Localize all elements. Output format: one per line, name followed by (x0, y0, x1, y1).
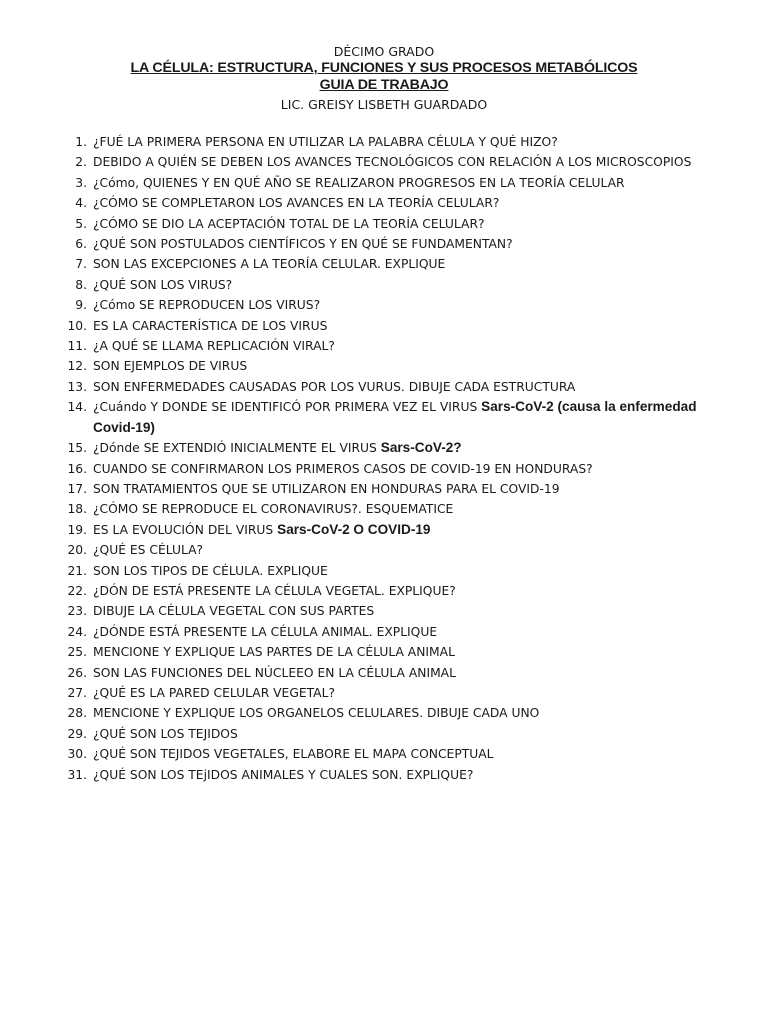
question-text: ¿QUÉ ES LA PARED CELULAR VEGETAL? (93, 685, 335, 700)
question-item (0, 132, 768, 152)
question-item (0, 193, 768, 213)
question-number: 27. (67, 685, 87, 700)
question-item (0, 683, 768, 703)
question-number: 17. (67, 481, 87, 496)
document-header (0, 43, 768, 115)
question-text: ¿QUÉ SON POSTULADOS CIENTÍFICOS Y EN QUÉ SE FUNDAMENTAN? (93, 237, 513, 252)
question-text: DEBIDO A QUIÉN SE DEBEN LOS AVANCES TECNOLÓGICOS CON RELACIÓN A LOS MICROSCOPIOS (93, 155, 692, 170)
question-text: ¿QUÉ SON LOS VIRUS? (93, 277, 233, 292)
question-text: SON LOS TIPOS DE CÉLULA. EXPLIQUE (93, 563, 328, 578)
document-title: LA CÉLULA: ESTRUCTURA, FUNCIONES Y SUS PROCESOS METABÓLICOS (130, 60, 638, 76)
question-number: 5. (75, 216, 87, 231)
question-text: MENCIONE Y EXPLIQUE LOS ORGANELOS CELULARES. DIBUJE CADA UNO (93, 706, 540, 721)
question-item (0, 744, 768, 764)
question-text: SON EJEMPLOS DE VIRUS (93, 359, 248, 374)
question-number: 23. (67, 604, 87, 619)
question-item (0, 336, 768, 356)
question-number: 29. (67, 726, 87, 741)
question-number: 24. (67, 624, 87, 639)
question-text: ES LA EVOLUCIÓN DEL VIRUS (93, 522, 278, 537)
question-item (0, 254, 768, 274)
question-item (0, 152, 768, 172)
question-number: 28. (67, 706, 87, 721)
question-text: ¿A QUÉ SE LLAMA REPLICACIÓN VIRAL? (93, 339, 335, 354)
question-number: 10. (67, 318, 87, 333)
question-item (0, 316, 768, 336)
question-text: MENCIONE Y EXPLIQUE LAS PARTES DE LA CÉLULA ANIMAL (93, 645, 455, 660)
question-item (0, 663, 768, 683)
question-number: 13. (67, 379, 87, 394)
question-text: ¿DÓNDE ESTÁ PRESENTE LA CÉLULA ANIMAL. EXPLIQUE (93, 624, 438, 639)
question-text: SON TRATAMIENTOS QUE SE UTILIZARON EN HONDURAS PARA EL COVID-19 (93, 481, 560, 496)
question-item (0, 622, 768, 642)
question-text: ¿QUÉ SON LOS TEJIDOS (93, 726, 238, 741)
question-text: SON ENFERMEDADES CAUSADAS POR LOS VURUS. DIBUJE CADA ESTRUCTURA (93, 379, 576, 394)
question-text: ¿QUÉ SON LOS TEjIDOS ANIMALES Y CUALES SON. EXPLIQUE? (93, 767, 474, 782)
question-number: 19. (67, 522, 87, 537)
question-text: ¿CÓMO SE REPRODUCE EL CORONAVIRUS?. ESQUEMATICE (93, 502, 454, 517)
question-number: 25. (67, 645, 87, 660)
question-text: ¿Dónde SE EXTENDIÓ INICIALMENTE EL VIRUS (93, 441, 381, 456)
question-item (0, 377, 768, 397)
question-item (0, 601, 768, 621)
question-text: ¿Cómo SE REPRODUCEN LOS VIRUS? (93, 298, 321, 313)
question-item (0, 438, 768, 458)
question-highlight: Sars-CoV-2? (380, 440, 462, 456)
question-text: ¿Cuándo Y DONDE SE IDENTIFICÓ POR PRIMERA VEZ EL VIRUS (93, 400, 482, 415)
question-number: 30. (67, 747, 87, 762)
question-item (0, 765, 768, 785)
question-item (0, 295, 768, 315)
question-number: 20. (67, 543, 87, 558)
question-item (0, 703, 768, 723)
question-number: 3. (75, 175, 87, 190)
question-highlight: Sars-CoV-2 (causa la enfermedad Covid-19) (93, 399, 697, 435)
question-text: ¿CÓMO SE COMPLETARON LOS AVANCES EN LA TEORÍA CELULAR? (93, 196, 500, 211)
document-subtitle: GUIA DE TRABAJO (319, 77, 449, 93)
question-text: ¿FUÉ LA PRIMERA PERSONA EN UTILIZAR LA PALABRA CÉLULA Y QUÉ HIZO? (93, 135, 558, 149)
question-text: ¿DÓN DE ESTÁ PRESENTE LA CÉLULA VEGETAL. EXPLIQUE? (93, 583, 456, 598)
question-number: 22. (67, 583, 87, 598)
question-number: 31. (67, 767, 87, 782)
question-number: 14. (67, 400, 87, 415)
question-number: 1. (75, 135, 87, 149)
question-text: SON LAS EXCEPCIONES A LA TEORÍA CELULAR. EXPLIQUE (93, 257, 446, 272)
question-item (0, 540, 768, 560)
question-text: ¿QUÉ ES CÉLULA? (93, 543, 204, 558)
question-item (0, 214, 768, 234)
question-text: ¿QUÉ SON TEJIDOS VEGETALES, ELABORE EL MAPA CONCEPTUAL (93, 747, 494, 762)
question-item (0, 234, 768, 254)
question-item (0, 561, 768, 581)
question-text: ES LA CARACTERÍSTICA DE LOS VIRUS (93, 318, 328, 333)
question-item (0, 275, 768, 295)
question-item (0, 459, 768, 479)
question-item (0, 724, 768, 744)
question-number: 6. (75, 237, 87, 252)
grade-label: DÉCIMO GRADO (333, 44, 435, 59)
question-text: ¿CÓMO SE DIO LA ACEPTACIÓN TOTAL DE LA TEORÍA CELULAR? (93, 216, 485, 231)
question-item (0, 499, 768, 519)
question-text: SON LAS FUNCIONES DEL NÚCLEEO EN LA CÉLULA ANIMAL (93, 665, 456, 680)
question-highlight: Sars-CoV-2 O COVID-19 (277, 521, 431, 537)
question-number: 11. (67, 339, 87, 354)
question-number: 18. (67, 502, 87, 517)
question-number: 7. (75, 257, 87, 272)
question-number: 26. (67, 665, 87, 680)
question-number: 15. (67, 441, 87, 456)
author-name: LIC. GREISY LISBETH GUARDADO (280, 97, 488, 112)
question-number: 21. (67, 563, 87, 578)
question-number: 8. (75, 277, 87, 292)
question-text: DIBUJE LA CÉLULA VEGETAL CON SUS PARTES (93, 604, 375, 619)
question-item (0, 479, 768, 499)
question-number: 12. (67, 359, 87, 374)
question-item (0, 356, 768, 376)
question-text: ¿Cómo, QUIENES Y EN QUÉ AÑO SE REALIZARON PROGRESOS EN LA TEORÍA CELULAR (93, 175, 625, 190)
question-number: 16. (67, 461, 87, 476)
question-item (0, 173, 768, 193)
question-item (0, 397, 768, 438)
question-list (0, 132, 768, 785)
question-number: 9. (75, 298, 87, 313)
question-number: 4. (75, 196, 87, 211)
question-number: 2. (75, 155, 87, 170)
question-item (0, 581, 768, 601)
question-text: CUANDO SE CONFIRMARON LOS PRIMEROS CASOS DE COVID-19 EN HONDURAS? (93, 461, 593, 476)
question-item (0, 642, 768, 662)
question-item (0, 520, 768, 540)
